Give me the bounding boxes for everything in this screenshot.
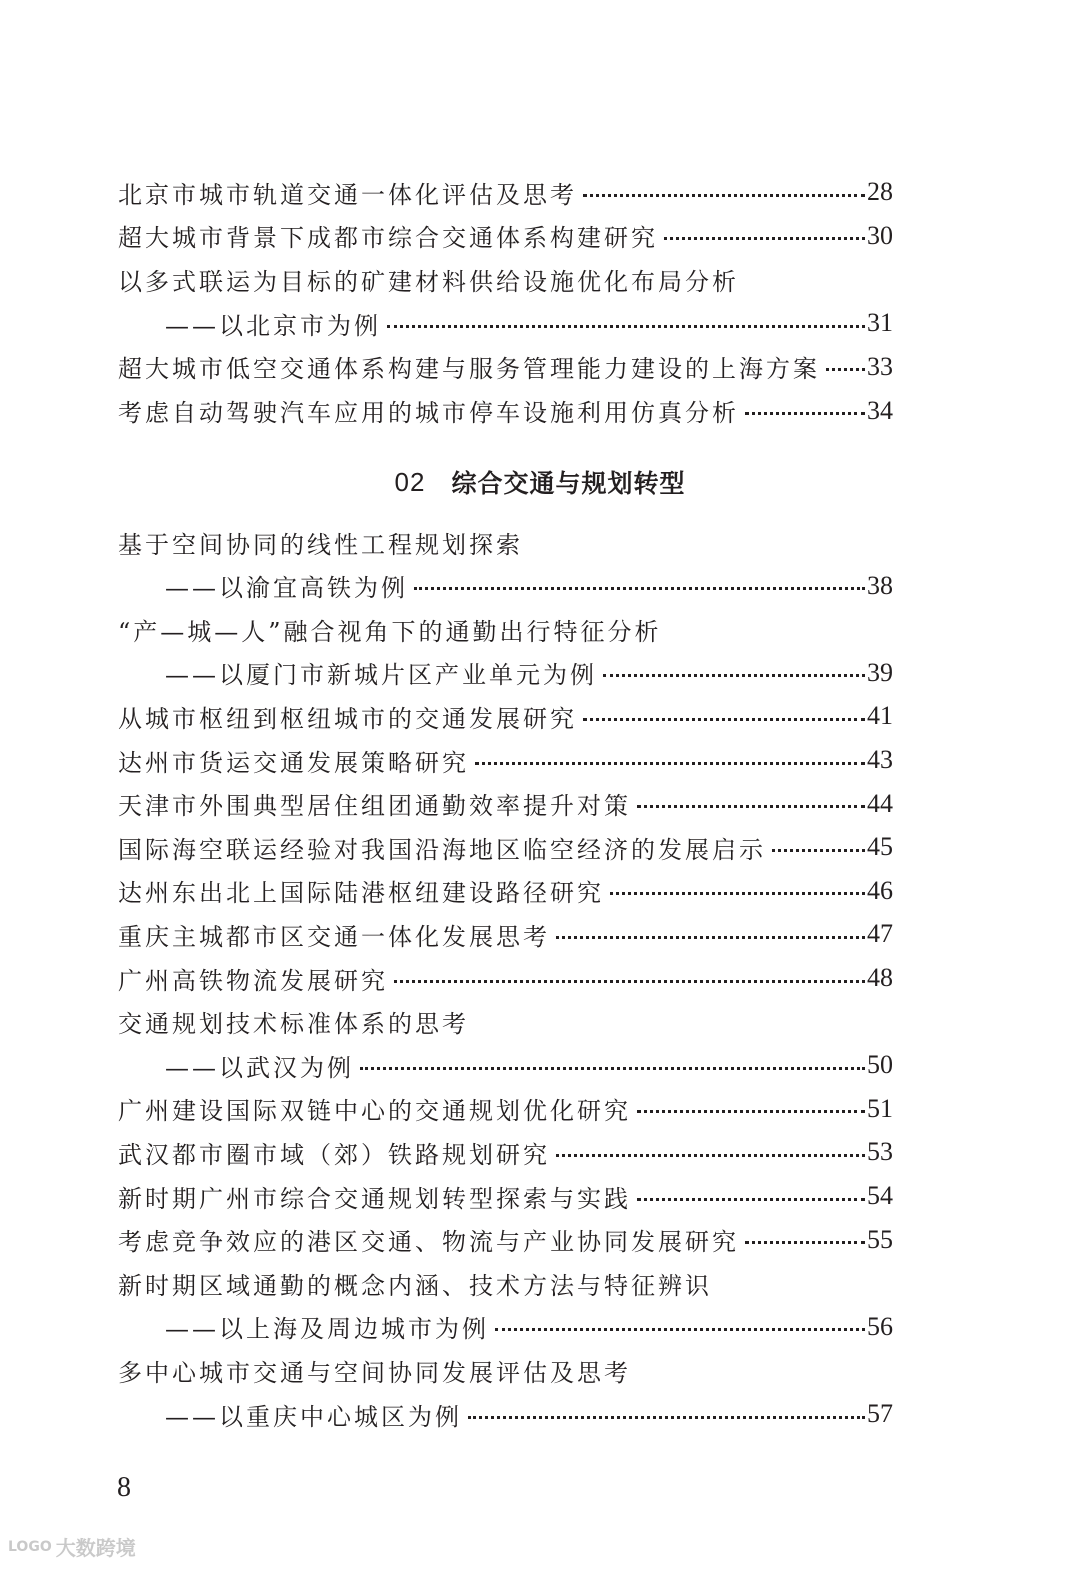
toc-entry-title: “产—城—人”融合视角下的通勤出行特征分析 — [118, 617, 662, 646]
toc-entry-row — [118, 696, 893, 736]
toc-page-number: 53 — [867, 1137, 893, 1167]
dot-leader — [394, 980, 865, 983]
toc-entry-row — [118, 1220, 893, 1260]
toc-entry-row — [118, 1350, 893, 1390]
watermark — [8, 1532, 136, 1561]
toc-subtitle-row — [165, 653, 893, 693]
toc-page-number: 46 — [867, 875, 893, 905]
toc-entry-title: 广州建设国际双链中心的交通规划优化研究 — [118, 1097, 631, 1126]
toc-page-number: 38 — [867, 570, 893, 600]
toc-entry-row — [118, 522, 893, 562]
dot-leader — [387, 325, 865, 328]
toc-entry-title: 北京市城市轨道交通一体化评估及思考 — [118, 180, 577, 209]
toc-entry-title: 达州市货运交通发展策略研究 — [118, 748, 469, 777]
toc-entry-title: ——以厦门市新城片区产业单元为例 — [165, 661, 597, 690]
toc-entry-row — [118, 1132, 893, 1172]
page-number: 8 — [117, 1472, 131, 1503]
toc-entry-title: ——以武汉为例 — [165, 1053, 354, 1082]
section-title: 综合交通与规划转型 — [451, 469, 686, 498]
dot-leader — [745, 412, 865, 415]
dot-leader — [772, 849, 865, 852]
toc-entry-row — [118, 784, 893, 824]
toc-page-number: 34 — [867, 395, 893, 425]
watermark-logo: LOGO — [8, 1538, 52, 1555]
toc-entry-row — [118, 347, 893, 387]
toc-page-number: 51 — [867, 1093, 893, 1123]
toc-entry-row — [118, 259, 893, 299]
toc-entry-title: ——以北京市为例 — [165, 311, 381, 340]
toc-subtitle-row — [165, 1045, 893, 1085]
dot-leader — [556, 936, 865, 939]
dot-leader — [637, 805, 865, 808]
toc-page-number: 41 — [867, 701, 893, 731]
dot-leader — [664, 237, 865, 240]
dot-leader — [745, 1241, 865, 1244]
toc-page-number: 39 — [867, 657, 893, 687]
toc-page-number: 28 — [867, 177, 893, 206]
toc-entry-title: 广州高铁物流发展研究 — [118, 966, 388, 995]
toc-entry-row — [118, 609, 893, 649]
toc-page-number: 55 — [867, 1224, 893, 1254]
section-heading — [0, 460, 1080, 504]
dot-leader — [603, 674, 865, 677]
toc-page-number: 30 — [867, 220, 893, 250]
toc-entry-title: 重庆主城都市区交通一体化发展思考 — [118, 922, 550, 951]
toc-entry-row — [118, 958, 893, 998]
dot-leader — [360, 1067, 865, 1070]
toc-entry-row — [118, 827, 893, 867]
dot-leader — [583, 194, 865, 197]
toc-page-number: 43 — [867, 745, 893, 774]
toc-page-number: 48 — [867, 963, 893, 992]
dot-leader — [414, 587, 865, 590]
toc-subtitle-row — [165, 566, 893, 606]
toc-entry-row — [118, 1089, 893, 1129]
toc-entry-row — [118, 871, 893, 911]
toc-page-number: 47 — [867, 919, 893, 949]
toc-page-number: 57 — [867, 1399, 893, 1428]
dot-leader — [583, 718, 865, 721]
toc-entry-row — [118, 391, 893, 431]
toc-page-number: 44 — [867, 788, 893, 818]
toc-entry-row — [118, 740, 893, 780]
toc-entry-title: 多中心城市交通与空间协同发展评估及思考 — [118, 1358, 631, 1387]
toc-entry-title: 基于空间协同的线性工程规划探索 — [118, 530, 523, 559]
toc-entry-row — [118, 1263, 893, 1303]
toc-page-number: 56 — [867, 1311, 893, 1341]
dot-leader — [556, 1154, 865, 1157]
toc-entry-title: 天津市外围典型居住组团通勤效率提升对策 — [118, 792, 631, 821]
dot-leader — [637, 1110, 865, 1113]
dot-leader — [495, 1328, 865, 1331]
toc-entry-title: 达州东出北上国际陆港枢纽建设路径研究 — [118, 879, 604, 908]
section-number: 02 — [394, 466, 426, 497]
toc-entry-title: ——以上海及周边城市为例 — [165, 1315, 489, 1344]
toc-entry-title: 武汉都市圈市域（郊）铁路规划研究 — [118, 1140, 550, 1169]
dot-leader — [637, 1198, 865, 1201]
dot-leader — [610, 892, 865, 895]
dot-leader — [468, 1416, 865, 1419]
toc-page-number: 33 — [867, 351, 893, 381]
toc-entry-title: 交通规划技术标准体系的思考 — [118, 1010, 469, 1039]
toc-page-number: 50 — [867, 1050, 893, 1080]
toc-entry-title: 超大城市背景下成都市综合交通体系构建研究 — [118, 224, 658, 253]
toc-entry-title: 超大城市低空交通体系构建与服务管理能力建设的上海方案 — [118, 355, 820, 384]
toc-entry-title: ——以重庆中心城区为例 — [165, 1402, 462, 1431]
toc-subtitle-row — [165, 303, 893, 343]
toc-entry-title: 考虑自动驾驶汽车应用的城市停车设施利用仿真分析 — [118, 399, 739, 427]
toc-entry-row — [118, 172, 893, 212]
toc-entry-title: 新时期区域通勤的概念内涵、技术方法与特征辨识 — [118, 1271, 712, 1300]
toc-entry-row — [118, 914, 893, 954]
toc-subtitle-row — [165, 1394, 893, 1434]
toc-entry-row — [118, 216, 893, 256]
toc-page-number: 54 — [867, 1181, 893, 1210]
dot-leader — [826, 368, 865, 371]
toc-entry-title: 国际海空联运经验对我国沿海地区临空经济的发展启示 — [118, 835, 766, 864]
toc-subtitle-row — [165, 1307, 893, 1347]
watermark-text: 大数跨境 — [55, 1536, 136, 1560]
toc-entry-row — [118, 1176, 893, 1216]
toc-entry-title: ——以渝宜高铁为例 — [165, 574, 408, 603]
toc-entry-title: 以多式联运为目标的矿建材料供给设施优化布局分析 — [118, 267, 739, 296]
toc-page-number: 45 — [867, 832, 893, 862]
toc-page-number: 31 — [867, 308, 893, 338]
toc-entry-title: 考虑竞争效应的港区交通、物流与产业协同发展研究 — [118, 1228, 739, 1257]
toc-entry-title: 从城市枢纽到枢纽城市的交通发展研究 — [118, 704, 577, 733]
dot-leader — [475, 762, 865, 765]
toc-entry-title: 新时期广州市综合交通规划转型探索与实践 — [118, 1184, 631, 1213]
toc-entry-row — [118, 1002, 893, 1042]
